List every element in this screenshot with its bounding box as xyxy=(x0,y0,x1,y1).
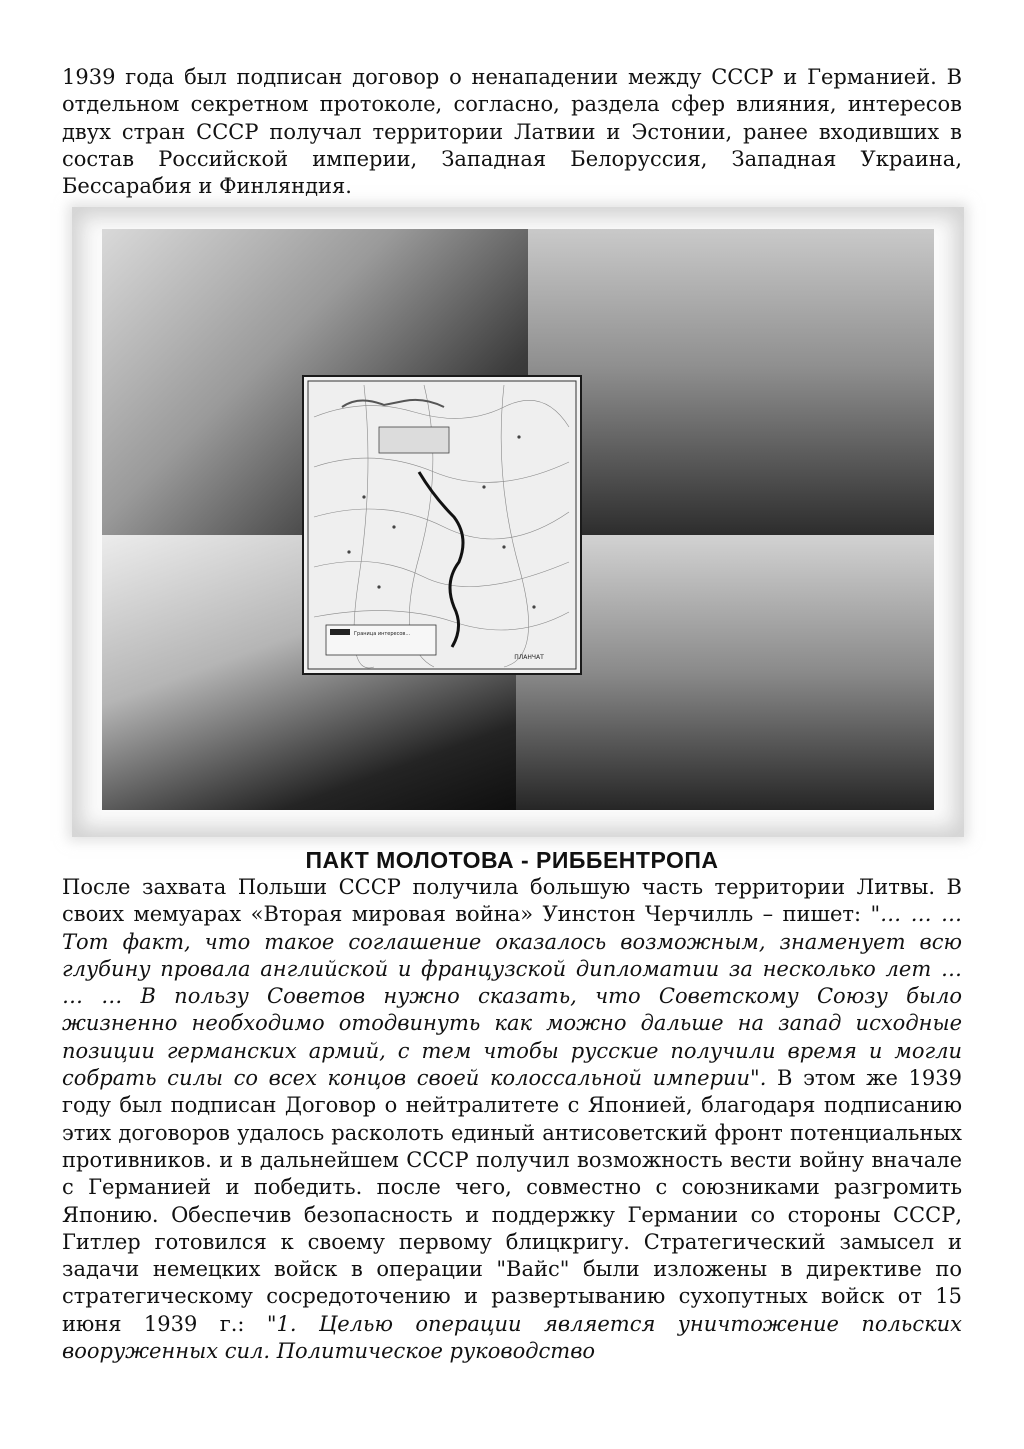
map-legend-text: Граница интересов... xyxy=(354,631,411,637)
map-legend-title: ПЛАНЧАТ xyxy=(514,654,544,661)
main-text-part2: В этом же 1939 году был подписан Договор о нейтралитете с Японией, благодаря подписанию этих договоров удалось расколоть единый антисоветский фронт потенциальных противников. и в дальнейшем СССР получил возможность вести войну вначале с Германией и победить. после чего, совместно с союзниками разгромить Японию. Обеспечив безопасность и поддержку Германии со стороны СССР, Гитлер готовился к своему первому блицкригу. Стратегический замысел и задачи немецких войск в операции "Вайс" были изложены в директиве по стратегическому сосредоточению и развертыванию сухопутных войск от 15 июня 1939 г.: xyxy=(62,1066,962,1336)
directive-quote: "1. Целью операции является уничтожение польских вооруженных сил. Политическое руководство xyxy=(62,1311,962,1364)
main-paragraph xyxy=(62,874,962,1365)
map-drawing xyxy=(304,377,580,673)
main-text-part1: После захвата Польши СССР получила большую часть территории Литвы. В своих мемуарах «Вторая мировая война» Уинстон Черчилль – пишет: xyxy=(62,875,962,927)
photo-top-right xyxy=(528,229,934,535)
intro-paragraph: 1939 года был подписан договор о ненападении между СССР и Германией. В отдельном секретном протоколе, согласно, раздела сфер влияния, интересов двух стран СССР получал территории Латвии и Эстонии, ранее входивших в состав Российской империи, Западная Белоруссия, Западная Украина, Бессарабия и Финляндия. xyxy=(62,65,962,199)
section-heading: ПАКТ МОЛОТОВА - РИББЕНТРОПА xyxy=(305,847,719,873)
map-image xyxy=(302,375,582,675)
churchill-quote: "… … … Тот факт, что такое соглашение оказалось возможным, знаменует всю глубину провала английской и французской дипломатии за несколько лет … … … В пользу Советов нужно сказать, что Советскому Союзу было жизненно необходимо отодвинуть как можно дальше на запад исходные позиции германских армий, с тем чтобы русские получили время и могли собрать силы со всех концов своей колоссальной империи". xyxy=(62,902,962,1091)
photo-collage xyxy=(102,229,934,810)
